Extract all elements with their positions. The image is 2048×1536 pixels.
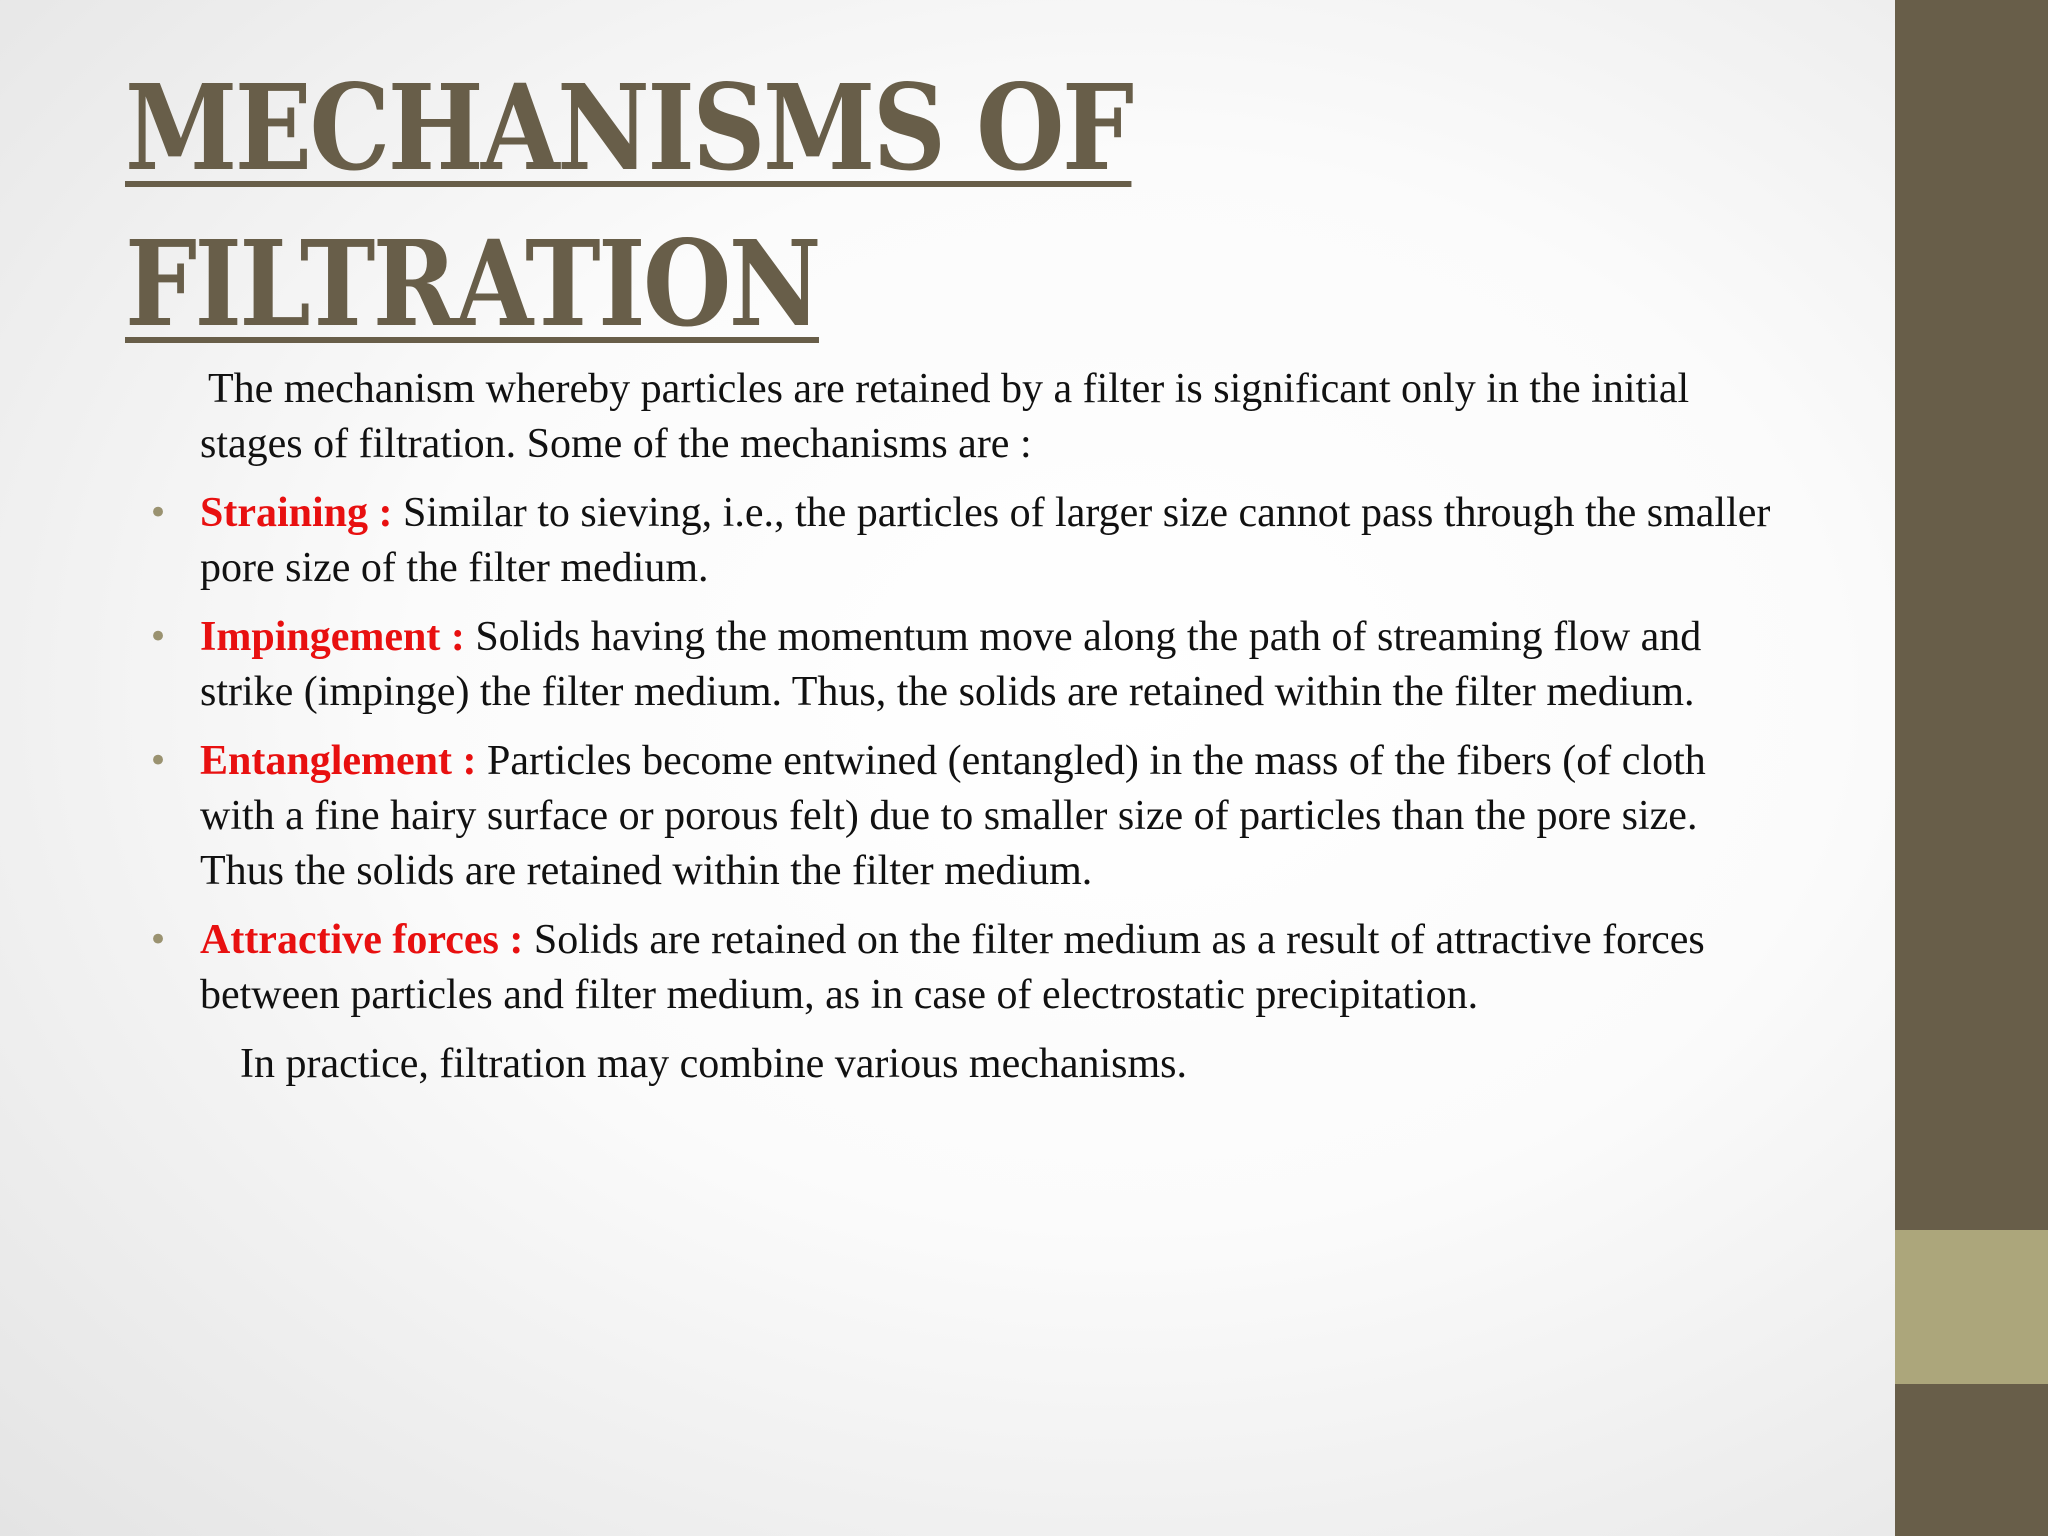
intro-paragraph: The mechanism whereby particles are retained by a filter is significant only in the initial stages of filtration. Some of the mechanisms are :	[200, 366, 1690, 467]
mechanism-list	[148, 486, 1780, 1023]
description-attractive-forces: Solids are retained on the filter medium as a result of attractive forces between particles and filter medium, as in case of electrostatic precipitation.	[200, 917, 1705, 1018]
side-bar-accent	[1895, 1230, 2048, 1384]
description-entanglement: Particles become entwined (entangled) in the mass of the fibers (of cloth with a fine hairy surface or porous felt) due to smaller size of particles than the pore size. Thus the solids are retained within the filter medium.	[200, 738, 1706, 894]
term-entanglement: Entanglement :	[200, 738, 477, 784]
list-item	[148, 913, 1780, 1023]
term-attractive-forces: Attractive forces :	[200, 917, 524, 963]
description-straining: Similar to sieving, i.e., the particles of larger size cannot pass through the smaller pore size of the filter medium.	[200, 490, 1771, 591]
slide-title	[125, 50, 1587, 362]
bullet-icon: •	[148, 741, 169, 781]
list-item	[148, 486, 1780, 596]
bullet-icon: •	[148, 920, 169, 960]
list-item	[148, 610, 1780, 720]
term-impingement: Impingement :	[200, 614, 465, 660]
closing-paragraph: In practice, filtration may combine various mechanisms.	[240, 1041, 1188, 1087]
slide-body	[148, 362, 1780, 1092]
bullet-icon: •	[148, 493, 169, 533]
bullet-icon: •	[148, 617, 169, 657]
slide-title-line2: FILTRATION	[125, 214, 819, 353]
description-impingement: Solids having the momentum move along the path of streaming flow and strike (impinge) the filter medium. Thus, the solids are retained within the filter medium.	[200, 614, 1702, 715]
slide-title-line1: MECHANISMS OF	[125, 58, 1132, 197]
term-straining: Straining :	[200, 490, 393, 536]
list-item	[148, 734, 1780, 899]
